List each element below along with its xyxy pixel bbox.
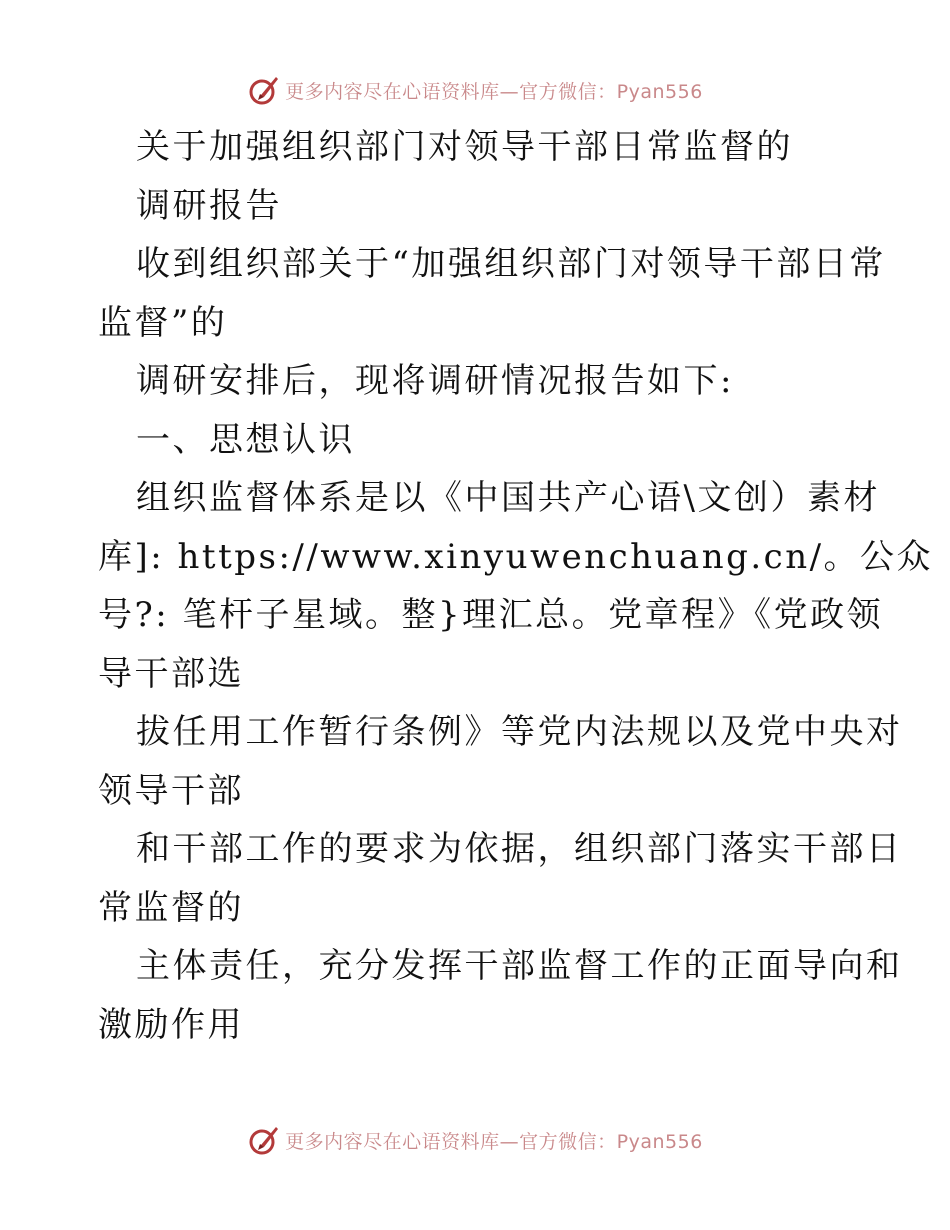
watermark-text: 更多内容尽在心语资料库—官方微信：Pyan556 bbox=[285, 80, 703, 103]
doc-line: 导干部选 bbox=[98, 653, 244, 694]
doc-title-line-1: 关于加强组织部门对领导干部日常监督的 bbox=[136, 127, 793, 167]
doc-title-line-2: 调研报告 bbox=[136, 185, 282, 226]
doc-line: 组织监督体系是以《中国共产心语\文创）素材 bbox=[136, 478, 880, 518]
quill-pen-circle-icon bbox=[247, 73, 281, 107]
doc-line: 常监督的 bbox=[98, 887, 244, 928]
doc-line: 和干部工作的要求为依据，组织部门落实干部日 bbox=[136, 829, 903, 869]
doc-line: 主体责任，充分发挥干部监督工作的正面导向和 bbox=[136, 946, 903, 986]
doc-line: 库]: https://www.xinyuwenchuang.cn/。公众 bbox=[98, 536, 934, 577]
doc-line: 监督”的 bbox=[98, 302, 228, 343]
doc-line: 激励作用 bbox=[98, 1004, 244, 1045]
doc-line: 号?: 笔杆子星域。整}理汇总。党章程》《党政领 bbox=[98, 595, 884, 635]
header-watermark bbox=[0, 70, 950, 110]
watermark-text: 更多内容尽在心语资料库—官方微信：Pyan556 bbox=[285, 1130, 703, 1153]
document-body bbox=[98, 118, 934, 1054]
quill-pen-circle-icon bbox=[247, 1123, 281, 1157]
section-heading: 一、思想认识 bbox=[136, 419, 355, 460]
doc-line: 拔任用工作暂行条例》等党内法规以及党中央对 bbox=[136, 712, 903, 752]
doc-line: 调研安排后，现将调研情况报告如下: bbox=[136, 361, 734, 401]
doc-line: 收到组织部关于“加强组织部门对领导干部日常 bbox=[136, 244, 886, 284]
footer-watermark bbox=[0, 1120, 950, 1160]
doc-line: 领导干部 bbox=[98, 770, 244, 811]
